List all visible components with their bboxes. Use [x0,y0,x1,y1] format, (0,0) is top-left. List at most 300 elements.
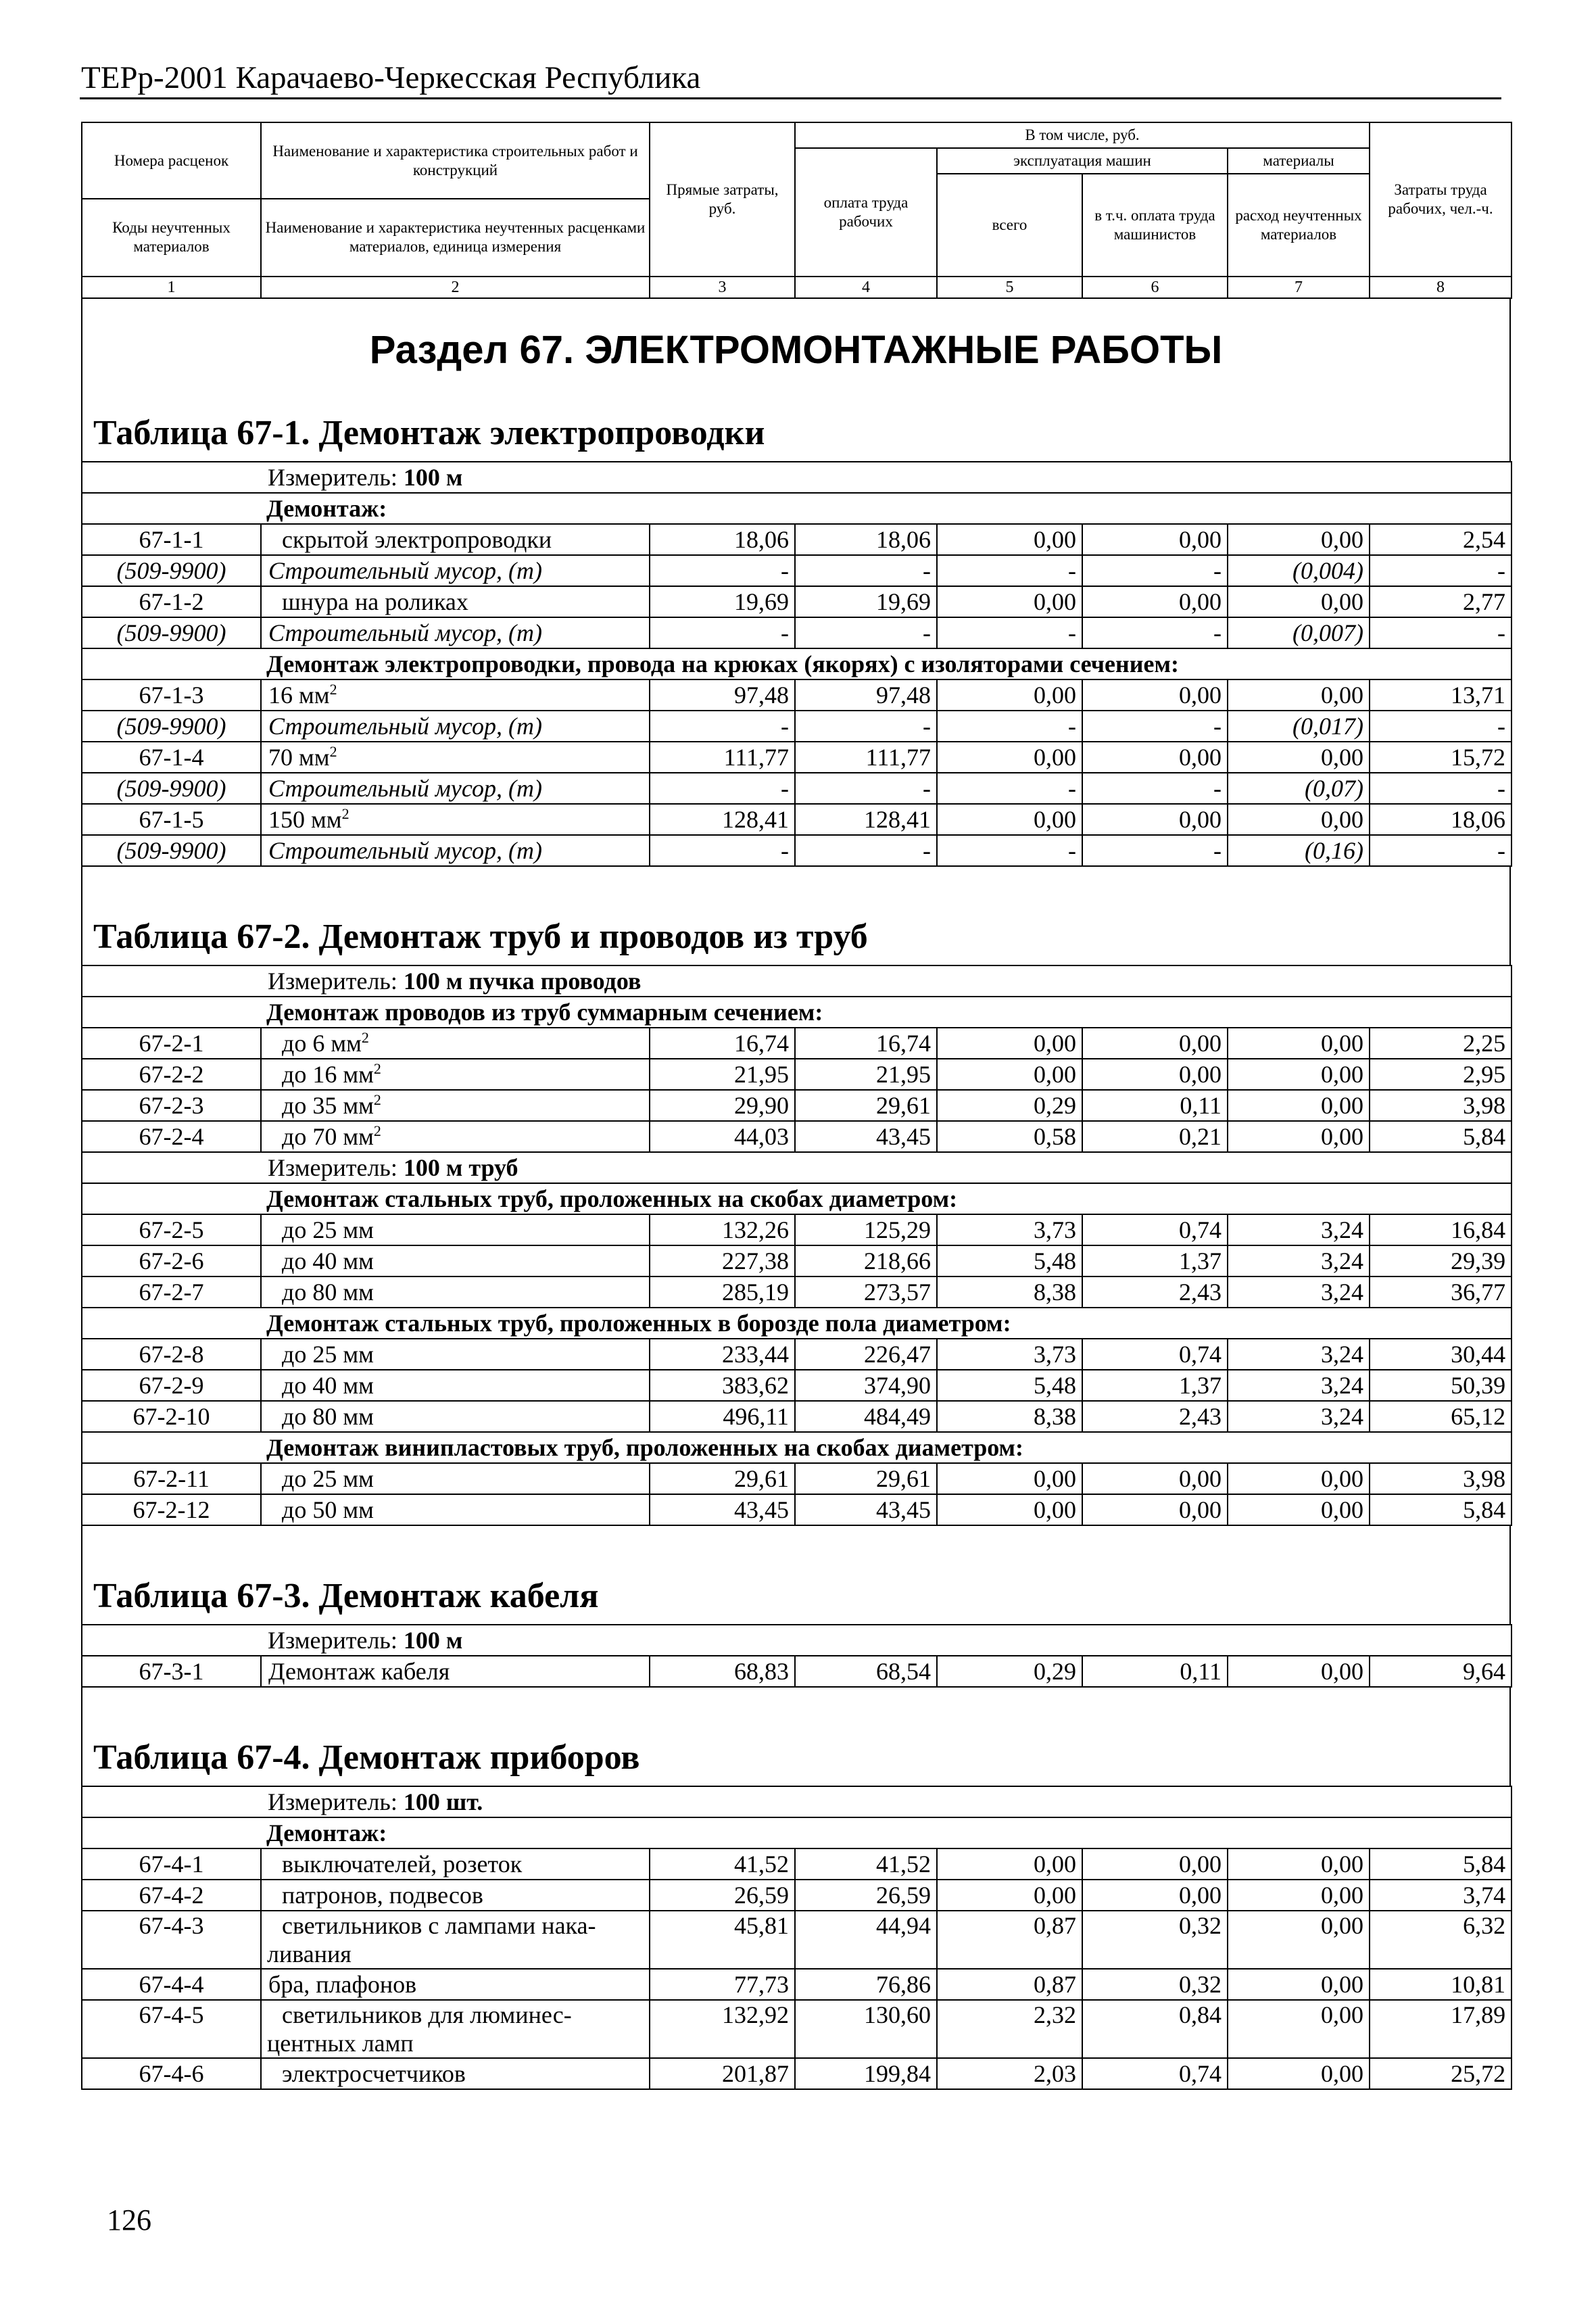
direct-cost: 43,45 [650,1494,795,1525]
labor-hours: 16,84 [1370,1214,1512,1245]
direct-cost: 45,81 [650,1911,795,1969]
operators-pay: 0,00 [1082,524,1228,555]
labor-pay: 218,66 [795,1245,937,1276]
rate-code: 67-4-5 [82,2000,261,2058]
header-c2-bottom: Наименование и характеристика неучтенных расценками материалов, единица измерения [262,198,649,275]
rate-code: 67-2-3 [82,1090,261,1121]
work-name: до 25 мм [261,1214,650,1245]
labor-hours: 17,89 [1370,2000,1512,2058]
labor-pay: 130,60 [795,2000,937,2058]
rate-code: 67-4-2 [82,1880,261,1911]
direct-cost: 29,61 [650,1463,795,1494]
work-name: бра, плафонов [261,1969,650,2000]
work-name: до 16 $мм^2$ [261,1059,650,1090]
rate-code: 67-4-4 [82,1969,261,2000]
work-name: до 80 мм [261,1401,650,1432]
labor-hours: 50,39 [1370,1370,1512,1401]
material-row [82,773,1512,804]
material-code: (509-9900) [82,835,261,866]
work-name: 16 $мм^2$ [261,679,650,711]
materials: 0,00 [1228,1059,1370,1090]
work-name: до 50 мм [261,1494,650,1525]
table-row [82,1028,1512,1059]
rate-code: 67-4-6 [82,2058,261,2089]
rate-code: 67-2-9 [82,1370,261,1401]
material-c6: - [1082,617,1228,648]
machines-total: 0,00 [937,1848,1082,1880]
table-row [82,679,1512,711]
rate-code: 67-2-5 [82,1214,261,1245]
labor-pay: 29,61 [795,1463,937,1494]
materials: 3,24 [1228,1214,1370,1245]
labor-hours: 6,32 [1370,1911,1512,1969]
operators-pay: 0,32 [1082,1911,1228,1969]
table-row [82,1276,1512,1308]
labor-pay: 125,29 [795,1214,937,1245]
subheading: Демонтаж: [261,493,1512,524]
materials: 0,00 [1228,1121,1370,1152]
header-c6: в т.ч. оплата труда машинистов [1082,174,1228,277]
materials: 0,00 [1228,1494,1370,1525]
labor-hours: 10,81 [1370,1969,1512,2000]
machines-total: 0,00 [937,1059,1082,1090]
labor-pay: 16,74 [795,1028,937,1059]
col-num-3: 3 [650,277,795,298]
machines-total: 0,00 [937,1880,1082,1911]
material-c8: - [1370,711,1512,742]
material-c3: - [650,555,795,586]
measure-value: 100 м пучка проводов [403,968,642,995]
header-rule [80,97,1501,99]
labor-pay: 43,45 [795,1121,937,1152]
materials: 0,00 [1228,742,1370,773]
operators-pay: 0,11 [1082,1090,1228,1121]
materials: 3,24 [1228,1276,1370,1308]
header-c8: Затраты труда рабочих, чел.-ч. [1370,122,1512,277]
labor-pay: 226,47 [795,1339,937,1370]
rate-code: 67-4-3 [82,1911,261,1969]
section-title: Раздел 67. ЭЛЕКТРОМОНТАЖНЫЕ РАБОТЫ [369,328,1223,372]
material-row [82,711,1512,742]
header-c1-bottom: Коды неучтенных материалов [82,198,260,275]
materials: 3,24 [1228,1370,1370,1401]
material-name: Строительный мусор, (т) [261,617,650,648]
header-c1 [82,122,261,277]
material-code: (509-9900) [82,555,261,586]
material-code: (509-9900) [82,711,261,742]
header-c2-top: Наименование и характеристика строительных работ и конструкций [272,143,638,178]
material-row [82,617,1512,648]
measure-value: 100 м труб [403,1154,518,1181]
labor-hours: 2,25 [1370,1028,1512,1059]
work-name: до 25 мм [261,1463,650,1494]
col-num-6: 6 [1082,277,1228,298]
operators-pay: 0,21 [1082,1121,1228,1152]
material-consumption: (0,017) [1228,711,1370,742]
machines-total: 5,48 [937,1370,1082,1401]
measure-value: 100 м [403,1627,463,1654]
labor-pay: 199,84 [795,2058,937,2089]
table-67-1 [81,461,1512,867]
labor-hours: 15,72 [1370,742,1512,773]
work-name: светильников с лампами нака- ливания [261,1911,650,1969]
table-row [82,1969,1512,2000]
rate-code: 67-4-1 [82,1848,261,1880]
header-c2 [261,122,650,277]
subheading: Демонтаж винипластовых труб, проложенных на скобах диаметром: [261,1432,1512,1463]
table-row [82,1090,1512,1121]
machines-total: 0,00 [937,524,1082,555]
table-row [82,1911,1512,1969]
machines-total: 0,58 [937,1121,1082,1152]
materials: 0,00 [1228,2058,1370,2089]
rate-code: 67-1-1 [82,524,261,555]
header-c7: расход неучтенных материалов [1228,174,1370,277]
table-row [82,1401,1512,1432]
work-name: до 40 мм [261,1245,650,1276]
table-67-2-title: Таблица 67-2. Демонтаж труб и проводов из труб [93,917,868,956]
direct-cost: 128,41 [650,804,795,835]
direct-cost: 201,87 [650,2058,795,2089]
material-name: Строительный мусор, (т) [261,773,650,804]
subheading: Демонтаж стальных труб, проложенных на скобах диаметром: [261,1183,1512,1214]
operators-pay: 2,43 [1082,1401,1228,1432]
work-name: до 40 мм [261,1370,650,1401]
work-name: до 70 $мм^2$ [261,1121,650,1152]
measure-line [261,1625,1512,1656]
materials: 3,24 [1228,1339,1370,1370]
operators-pay: 0,74 [1082,2058,1228,2089]
materials: 3,24 [1228,1245,1370,1276]
material-c6: - [1082,773,1228,804]
operators-pay: 0,00 [1082,804,1228,835]
subheading: Демонтаж стальных труб, проложенных в борозде пола диаметром: [261,1308,1512,1339]
table-row [82,524,1512,555]
machines-total: 0,87 [937,1911,1082,1969]
rate-code: 67-2-12 [82,1494,261,1525]
table-67-2 [81,965,1512,1526]
material-row [82,555,1512,586]
labor-hours: 2,77 [1370,586,1512,617]
labor-pay: 128,41 [795,804,937,835]
table-67-2-frame [81,867,1511,965]
operators-pay: 0,32 [1082,1969,1228,2000]
rate-code: 67-2-11 [82,1463,261,1494]
col-num-4: 4 [795,277,937,298]
col-num-8: 8 [1370,277,1512,298]
direct-cost: 132,26 [650,1214,795,1245]
material-code: (509-9900) [82,773,261,804]
machines-total: 0,29 [937,1090,1082,1121]
table-67-3-title: Таблица 67-3. Демонтаж кабеля [93,1577,599,1615]
labor-hours: 3,98 [1370,1090,1512,1121]
rate-code: 67-1-5 [82,804,261,835]
table-row [82,742,1512,773]
rate-code: 67-2-4 [82,1121,261,1152]
work-name: 150 $мм^2$ [261,804,650,835]
labor-pay: 21,95 [795,1059,937,1090]
material-c8: - [1370,773,1512,804]
material-c8: - [1370,835,1512,866]
labor-hours: 9,64 [1370,1656,1512,1687]
measure-value: 100 м [403,464,463,491]
rate-code: 67-2-2 [82,1059,261,1090]
machines-total: 0,00 [937,742,1082,773]
material-consumption: (0,07) [1228,773,1370,804]
labor-pay: 44,94 [795,1911,937,1969]
direct-cost: 68,83 [650,1656,795,1687]
work-name: электросчетчиков [261,2058,650,2089]
operators-pay: 0,00 [1082,1059,1228,1090]
work-name: 70 $мм^2$ [261,742,650,773]
labor-hours: 65,12 [1370,1401,1512,1432]
work-name: скрытой электропроводки [261,524,650,555]
header-c3: Прямые затраты, руб. [650,122,795,277]
work-name: светильников для люминес- центных ламп [261,2000,650,2058]
machines-total: 3,73 [937,1339,1082,1370]
machines-total: 0,00 [937,1028,1082,1059]
labor-hours: 2,95 [1370,1059,1512,1090]
material-c5: - [937,617,1082,648]
header-c1-top: Номера расценок [114,152,229,169]
materials: 0,00 [1228,1848,1370,1880]
labor-hours: 3,74 [1370,1880,1512,1911]
direct-cost: 26,59 [650,1880,795,1911]
material-name: Строительный мусор, (т) [261,835,650,866]
rate-code: 67-2-8 [82,1339,261,1370]
material-consumption: (0,004) [1228,555,1370,586]
work-name: выключателей, розеток [261,1848,650,1880]
labor-pay: 26,59 [795,1880,937,1911]
direct-cost: 44,03 [650,1121,795,1152]
labor-hours: 25,72 [1370,2058,1512,2089]
material-name: Строительный мусор, (т) [261,555,650,586]
operators-pay: 0,00 [1082,586,1228,617]
material-name: Строительный мусор, (т) [261,711,650,742]
direct-cost: 383,62 [650,1370,795,1401]
header-c4: оплата труда рабочих [795,148,937,277]
work-name: до 25 мм [261,1339,650,1370]
material-c5: - [937,555,1082,586]
table-row [82,1880,1512,1911]
labor-hours: 18,06 [1370,804,1512,835]
table-row [82,586,1512,617]
col-num-2: 2 [261,277,650,298]
material-c3: - [650,835,795,866]
machines-total: 0,00 [937,679,1082,711]
work-name: шнура на роликах [261,586,650,617]
material-c6: - [1082,711,1228,742]
operators-pay: 0,00 [1082,1880,1228,1911]
table-row [82,2000,1512,2058]
col-num-7: 7 [1228,277,1370,298]
labor-hours: 29,39 [1370,1245,1512,1276]
material-c3: - [650,711,795,742]
table-row [82,1848,1512,1880]
rate-code: 67-2-6 [82,1245,261,1276]
material-c4: - [795,617,937,648]
direct-cost: 77,73 [650,1969,795,2000]
material-c6: - [1082,555,1228,586]
material-consumption: (0,16) [1228,835,1370,866]
operators-pay: 0,00 [1082,679,1228,711]
labor-pay: 29,61 [795,1090,937,1121]
material-c8: - [1370,555,1512,586]
labor-hours: 5,84 [1370,1848,1512,1880]
operators-pay: 0,00 [1082,1848,1228,1880]
labor-hours: 13,71 [1370,679,1512,711]
machines-total: 0,00 [937,586,1082,617]
labor-pay: 68,54 [795,1656,937,1687]
machines-total: 2,03 [937,2058,1082,2089]
table-row [82,1245,1512,1276]
labor-pay: 273,57 [795,1276,937,1308]
operators-pay: 0,11 [1082,1656,1228,1687]
operators-pay: 0,00 [1082,1494,1228,1525]
machines-total: 5,48 [937,1245,1082,1276]
materials: 0,00 [1228,804,1370,835]
operators-pay: 0,00 [1082,742,1228,773]
column-header-table [81,122,1512,299]
table-67-3-frame [81,1526,1511,1624]
direct-cost: 21,95 [650,1059,795,1090]
labor-hours: 30,44 [1370,1339,1512,1370]
direct-cost: 496,11 [650,1401,795,1432]
labor-pay: 19,69 [795,586,937,617]
material-c4: - [795,711,937,742]
materials: 0,00 [1228,524,1370,555]
labor-hours: 5,84 [1370,1121,1512,1152]
page-number: 126 [107,2203,151,2237]
labor-hours: 2,54 [1370,524,1512,555]
labor-pay: 97,48 [795,679,937,711]
material-c5: - [937,773,1082,804]
subheading: Демонтаж проводов из труб суммарным сечением: [261,997,1512,1028]
table-67-4 [81,1786,1512,2090]
direct-cost: 29,90 [650,1090,795,1121]
measure-label: Измеритель: [268,464,397,491]
operators-pay: 1,37 [1082,1370,1228,1401]
direct-cost: 18,06 [650,524,795,555]
direct-cost: 285,19 [650,1276,795,1308]
machines-total: 8,38 [937,1276,1082,1308]
operators-pay: 0,00 [1082,1463,1228,1494]
machines-total: 0,00 [937,1494,1082,1525]
measure-line [261,462,1512,493]
measure-line [261,965,1512,997]
material-c8: - [1370,617,1512,648]
labor-pay: 18,06 [795,524,937,555]
materials: 0,00 [1228,1880,1370,1911]
material-c4: - [795,555,937,586]
direct-cost: 97,48 [650,679,795,711]
material-c4: - [795,773,937,804]
direct-cost: 41,52 [650,1848,795,1880]
materials: 0,00 [1228,1656,1370,1687]
table-row [82,1121,1512,1152]
rates-document [81,122,1511,2090]
document-header: ТЕРр-2001 Карачаево-Черкесская Республика [81,60,701,95]
materials: 3,24 [1228,1401,1370,1432]
labor-pay: 43,45 [795,1494,937,1525]
direct-cost: 16,74 [650,1028,795,1059]
measure-label: Измеритель: [268,968,397,995]
subheading: Демонтаж: [261,1817,1512,1848]
labor-pay: 484,49 [795,1401,937,1432]
machines-total: 8,38 [937,1401,1082,1432]
rate-code: 67-2-1 [82,1028,261,1059]
rate-code: 67-1-2 [82,586,261,617]
table-67-1-title: Таблица 67-1. Демонтаж электропроводки [93,414,765,452]
table-row [82,1059,1512,1090]
work-name: до 6 $мм^2$ [261,1028,650,1059]
operators-pay: 0,00 [1082,1028,1228,1059]
col-num-5: 5 [937,277,1082,298]
work-name: до 80 мм [261,1276,650,1308]
material-c3: - [650,773,795,804]
labor-pay: 76,86 [795,1969,937,2000]
measure-label: Измеритель: [268,1627,397,1654]
table-row [82,1463,1512,1494]
section-frame [81,299,1511,461]
rate-code: 67-1-3 [82,679,261,711]
machines-total: 0,00 [937,1463,1082,1494]
machines-total: 0,00 [937,804,1082,835]
labor-hours: 36,77 [1370,1276,1512,1308]
measure-label: Измеритель: [268,1788,397,1815]
direct-cost: 227,38 [650,1245,795,1276]
materials: 0,00 [1228,1969,1370,2000]
rate-code: 67-2-7 [82,1276,261,1308]
operators-pay: 2,43 [1082,1276,1228,1308]
work-name: Демонтаж кабеля [261,1656,650,1687]
header-c5: всего [937,174,1082,277]
material-row [82,835,1512,866]
machines-total: 0,87 [937,1969,1082,2000]
work-name: патронов, подвесов [261,1880,650,1911]
work-name: до 35 $мм^2$ [261,1090,650,1121]
direct-cost: 233,44 [650,1339,795,1370]
table-row [82,1339,1512,1370]
measure-line [261,1152,1512,1183]
direct-cost: 132,92 [650,2000,795,2058]
measure-value: 100 шт. [403,1788,483,1815]
materials: 0,00 [1228,2000,1370,2058]
materials: 0,00 [1228,1090,1370,1121]
machines-total: 0,29 [937,1656,1082,1687]
header-materials: материалы [1228,148,1370,174]
col-num-1: 1 [82,277,261,298]
material-c5: - [937,711,1082,742]
materials: 0,00 [1228,1028,1370,1059]
table-67-4-title: Таблица 67-4. Демонтаж приборов [93,1738,640,1777]
header-group: В том числе, руб. [795,122,1370,148]
table-67-3 [81,1624,1512,1688]
subheading: Демонтаж электропроводки, провода на крюках (якорях) с изоляторами сечением: [261,648,1512,679]
header-machines: эксплуатация машин [937,148,1228,174]
table-row [82,1370,1512,1401]
table-row [82,1214,1512,1245]
operators-pay: 0,74 [1082,1214,1228,1245]
labor-pay: 374,90 [795,1370,937,1401]
labor-hours: 5,84 [1370,1494,1512,1525]
labor-pay: 41,52 [795,1848,937,1880]
operators-pay: 0,74 [1082,1339,1228,1370]
material-consumption: (0,007) [1228,617,1370,648]
direct-cost: 111,77 [650,742,795,773]
labor-hours: 3,98 [1370,1463,1512,1494]
material-c4: - [795,835,937,866]
